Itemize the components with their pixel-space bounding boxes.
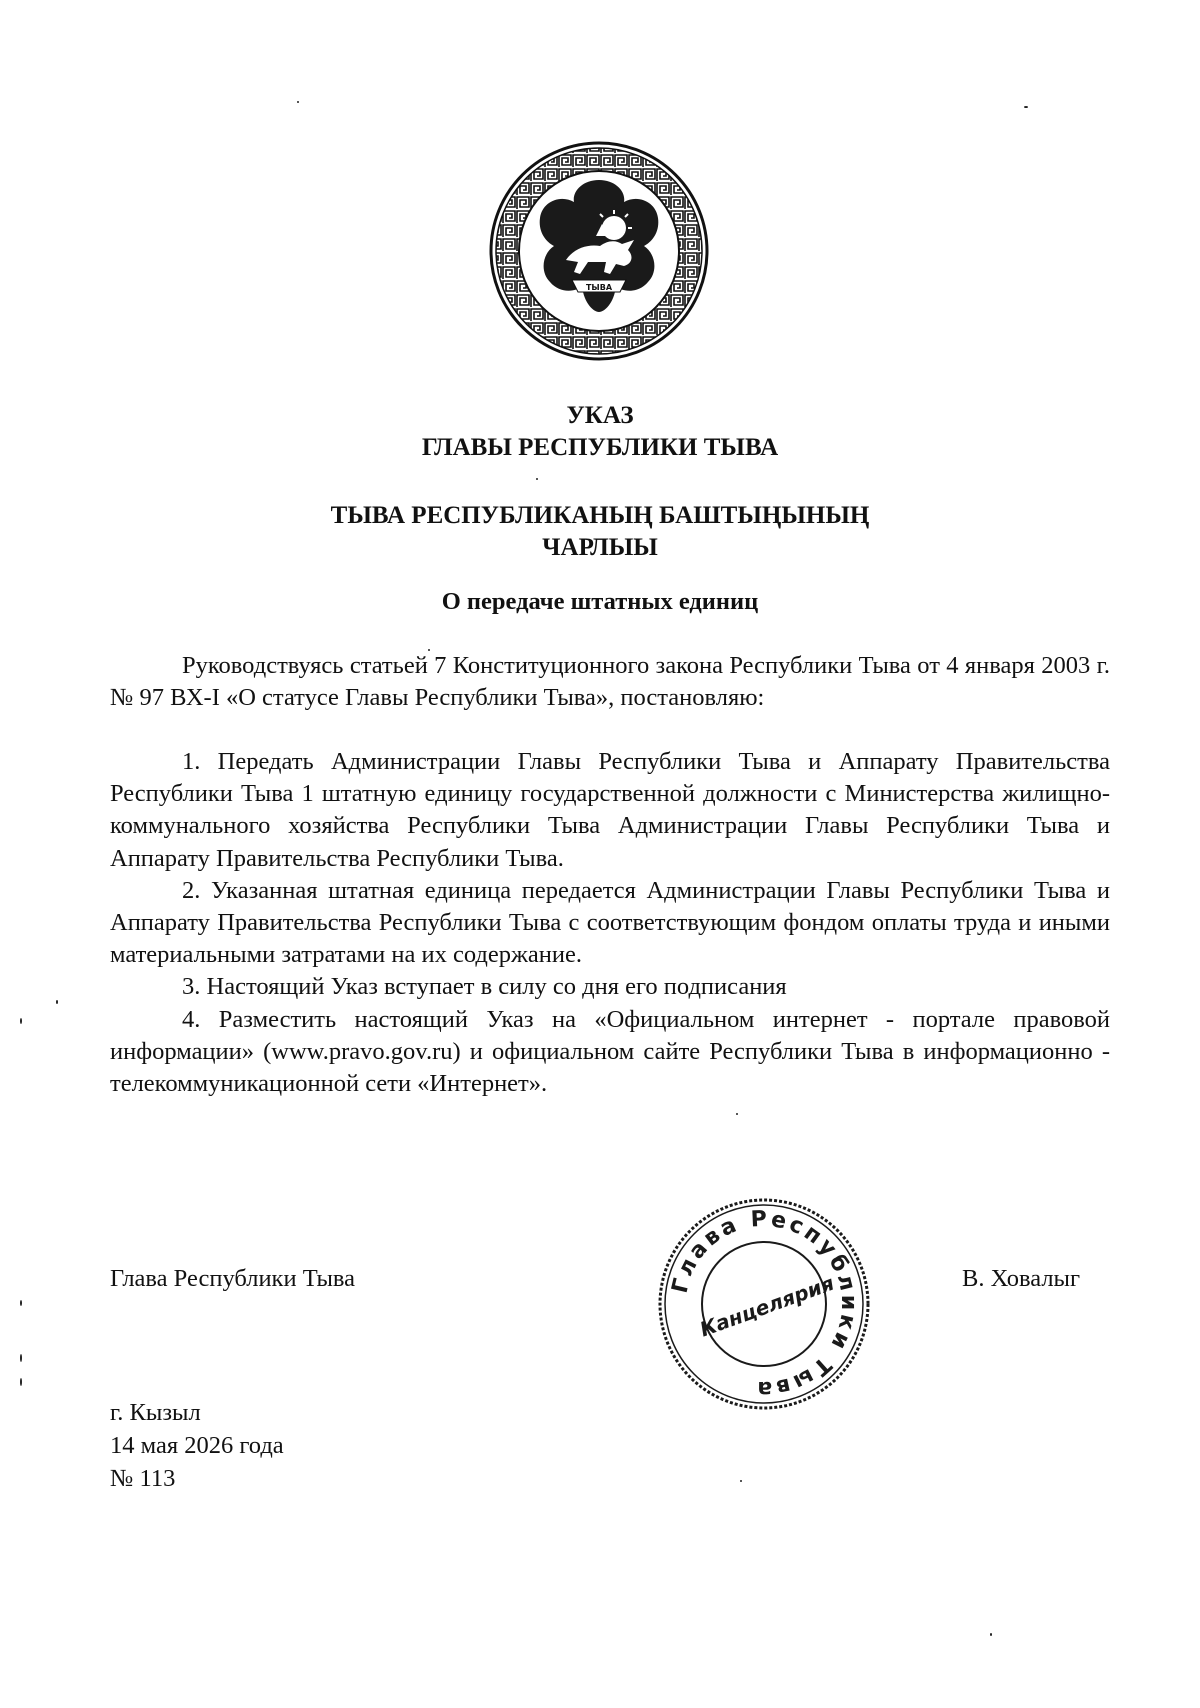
issuer-title-tuvan: ТЫВА РЕСПУБЛИКАНЫҢ БАШТЫҢЫНЫҢ (330, 502, 870, 529)
issue-city: г. Кызыл (110, 1399, 201, 1426)
scan-speck (990, 1633, 992, 1636)
svg-text:ТЫВА: ТЫВА (585, 283, 613, 292)
issue-details (110, 1396, 284, 1495)
tuva-coat-of-arms-icon (488, 140, 710, 362)
decree-items (110, 746, 1110, 1100)
scan-speck (428, 649, 430, 651)
official-seal-icon (654, 1194, 874, 1414)
scan-speck (297, 101, 299, 103)
scan-speck (740, 1480, 742, 1482)
decree-title-tuvan: ЧАРЛЫЫ (542, 534, 658, 561)
decree-title: УКАЗ (566, 402, 634, 429)
scan-speck (20, 1300, 22, 1306)
scan-speck (1024, 106, 1028, 108)
issuer-title: ГЛАВЫ РЕСПУБЛИКИ ТЫВА (421, 434, 779, 461)
decree-item-1: 1. Передать Администрации Главы Республики Тыва и Аппарату Правительства Республики Тыва 1 штатную единицу государственной должности с Министерства жилищно-коммунального хозяйства Республики Тыва Администрации Главы Республики Тыва и Аппарату Правительства Республики Тыва. (110, 748, 1110, 872)
decree-subject: О передаче штатных единиц (441, 588, 759, 615)
decree-item-3: 3. Настоящий Указ вступает в силу со дня его подписания (182, 973, 787, 1001)
scan-speck (20, 1378, 22, 1386)
scan-speck (20, 1018, 22, 1024)
scan-speck (536, 478, 538, 480)
scan-speck (56, 1000, 58, 1004)
decree-item-4: 4. Разместить настоящий Указ на «Официальном интернет - портале правовой информации» (www.pravo.gov.ru) и официальном сайте Республики Тыва в информационно - телекоммуникационной сети «Интернет». (110, 1005, 1110, 1098)
signatory-name: В. Ховалыг (962, 1265, 1081, 1292)
issue-date: 14 мая 2026 года (110, 1432, 284, 1459)
decree-item-2: 2. Указанная штатная единица передается Администрации Главы Республики Тыва и Аппарату Правительства Республики Тыва с соответствующим фондом оплаты труда и иными материальными затратами на их содержание. (110, 876, 1110, 969)
scan-speck (20, 1354, 22, 1362)
scan-speck (736, 1113, 738, 1115)
preamble-block (110, 650, 1110, 714)
preamble-text: Руководствуясь статьей 7 Конституционного закона Республики Тыва от 4 января 2003 г. № 97 ВХ-I «О статусе Главы Республики Тыва», постановляю: (110, 652, 1110, 712)
signatory-position: Глава Республики Тыва (110, 1265, 356, 1292)
decree-number: № 113 (110, 1465, 176, 1492)
svg-text:Канцелярия: Канцелярия (696, 1270, 838, 1342)
svg-text:Глава Республики Тыва: Глава Республики Тыва (667, 1206, 862, 1402)
